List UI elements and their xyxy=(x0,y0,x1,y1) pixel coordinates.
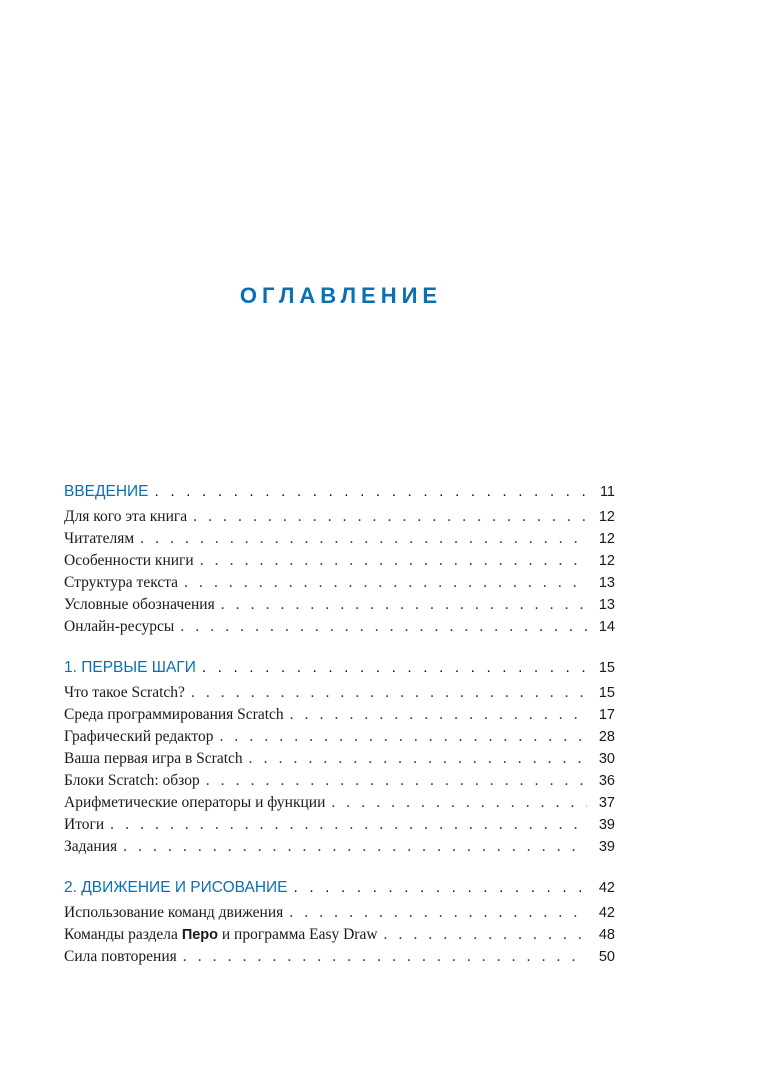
dot-leader xyxy=(331,792,587,813)
toc-heading-page: 15 xyxy=(598,660,615,676)
toc-entry[interactable] xyxy=(64,682,615,704)
toc-entry-label: Особенности книги xyxy=(64,552,194,569)
toc-entry-page: 30 xyxy=(598,751,615,767)
toc-entry-page: 13 xyxy=(598,597,615,613)
toc-entry-label: Среда программирования Scratch xyxy=(64,706,284,723)
toc-entry-label: Итоги xyxy=(64,816,105,833)
toc-entry-label: Ваша первая игра в Scratch xyxy=(64,750,243,767)
toc-heading[interactable] xyxy=(64,656,615,680)
dot-leader xyxy=(184,572,587,593)
toc-entry-page: 37 xyxy=(598,795,615,811)
toc-entry-label: Структура текста xyxy=(64,574,179,591)
toc-entry-label: Онлайн-ресурсы xyxy=(64,618,175,635)
page-title: ОГЛАВЛЕНИЕ xyxy=(239,283,443,308)
dot-leader xyxy=(183,946,587,967)
dot-leader xyxy=(191,682,587,703)
toc-entry[interactable] xyxy=(64,924,615,946)
toc-entry-page: 13 xyxy=(598,575,615,591)
dot-leader xyxy=(249,748,587,769)
toc-entry-page: 42 xyxy=(598,905,615,921)
toc-entry-page: 28 xyxy=(598,729,615,745)
toc-entry[interactable] xyxy=(64,902,615,924)
dot-leader xyxy=(221,594,587,615)
toc-entry-page: 12 xyxy=(598,509,615,525)
toc-entry-page: 39 xyxy=(598,817,615,833)
dot-leader xyxy=(123,836,587,857)
dot-leader xyxy=(294,876,587,900)
toc-entry-page: 17 xyxy=(598,707,615,723)
dot-leader xyxy=(289,902,587,923)
toc-entry[interactable] xyxy=(64,704,615,726)
toc-entry-label: Что такое Scratch? xyxy=(64,684,185,701)
toc-entry[interactable] xyxy=(64,528,615,550)
toc-heading-label: ВВЕДЕНИЕ xyxy=(64,483,149,500)
toc-entry-page: 36 xyxy=(598,773,615,789)
toc-entry[interactable] xyxy=(64,726,615,748)
dot-leader xyxy=(180,616,587,637)
toc-entry-page: 14 xyxy=(598,619,615,635)
dot-leader xyxy=(206,770,587,791)
toc-entry-label: Графический редактор xyxy=(64,728,214,745)
dot-leader xyxy=(110,814,587,835)
toc-entry-label-part: и программа Easy Draw xyxy=(218,926,378,943)
dot-leader xyxy=(290,704,587,725)
toc-entry[interactable] xyxy=(64,946,615,968)
toc-entry[interactable] xyxy=(64,770,615,792)
toc-entry-page: 39 xyxy=(598,839,615,855)
toc-section-introduction xyxy=(64,480,615,638)
toc-heading-label: 2. ДВИЖЕНИЕ И РИСОВАНИЕ xyxy=(64,879,288,896)
toc-entry-label: Сила повторения xyxy=(64,948,177,965)
toc-entry[interactable] xyxy=(64,594,615,616)
toc-entry[interactable] xyxy=(64,572,615,594)
toc-entry-label: Условные обозначения xyxy=(64,596,215,613)
dot-leader xyxy=(193,506,587,527)
dot-leader xyxy=(384,924,587,945)
toc-entry[interactable] xyxy=(64,550,615,572)
toc-entry-label: Задания xyxy=(64,838,118,855)
toc-entry-page: 15 xyxy=(598,685,615,701)
dot-leader xyxy=(219,726,587,747)
dot-leader xyxy=(140,528,587,549)
toc-heading-page: 11 xyxy=(599,484,615,500)
dot-leader xyxy=(200,550,587,571)
toc-entry-label: Использование команд движения xyxy=(64,904,284,921)
toc-entry-label: Читателям xyxy=(64,530,135,547)
toc-entry-label: Блоки Scratch: обзор xyxy=(64,772,200,789)
toc-entry[interactable] xyxy=(64,792,615,814)
toc-heading[interactable] xyxy=(64,480,615,504)
toc-heading[interactable] xyxy=(64,876,615,900)
toc-entry-label xyxy=(64,924,384,946)
toc-section-motion-drawing xyxy=(64,876,615,968)
toc-entry-page: 50 xyxy=(598,949,615,965)
toc-entry-page: 48 xyxy=(598,927,615,943)
toc-entry-label-part: Команды раздела xyxy=(64,926,182,943)
toc-heading-label: 1. ПЕРВЫЕ ШАГИ xyxy=(64,659,196,676)
toc-entry[interactable] xyxy=(64,506,615,528)
toc-entry-page: 12 xyxy=(598,531,615,547)
toc-entry[interactable] xyxy=(64,616,615,638)
dot-leader xyxy=(202,656,587,680)
dot-leader xyxy=(155,480,587,504)
table-of-contents xyxy=(64,480,615,986)
toc-entry[interactable] xyxy=(64,748,615,770)
toc-section-first-steps xyxy=(64,656,615,858)
toc-entry[interactable] xyxy=(64,814,615,836)
toc-entry-label-bold: Перо xyxy=(181,927,219,943)
toc-heading-page: 42 xyxy=(598,880,615,896)
toc-entry-page: 12 xyxy=(598,553,615,569)
toc-entry-label: Для кого эта книга xyxy=(64,508,188,525)
toc-entry-label: Арифметические операторы и функции xyxy=(64,794,326,811)
toc-entry[interactable] xyxy=(64,836,615,858)
